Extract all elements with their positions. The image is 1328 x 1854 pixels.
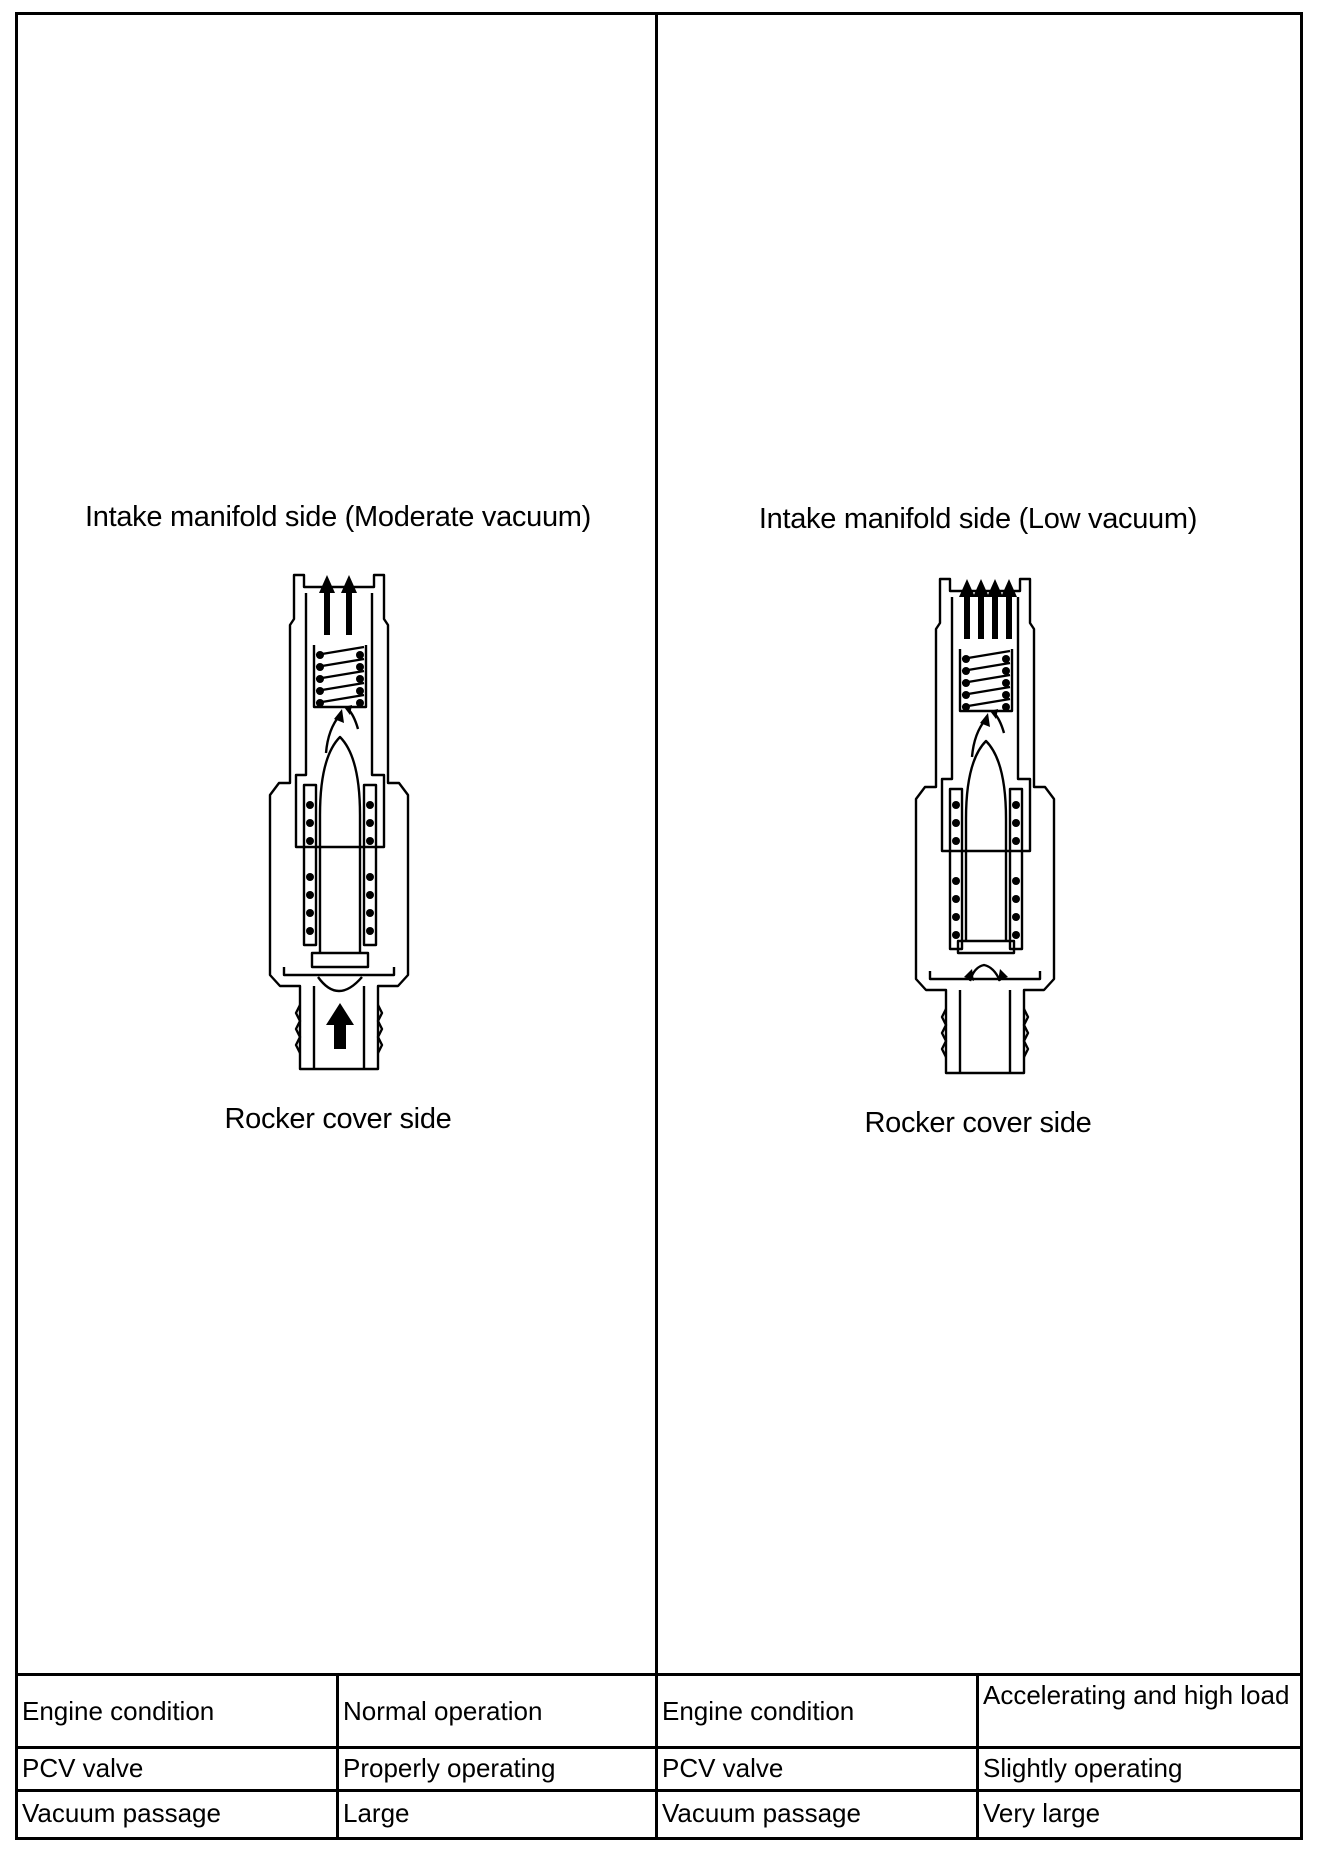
panel-low-vacuum [658,15,1298,1673]
pcv-valve-moderate-diagram [18,15,658,1673]
table-row-0-left-key: Engine condition [22,1696,215,1726]
table-row-1-right-key: PCV valve [662,1753,784,1783]
table-row-border [15,1789,1303,1792]
table-row-border [15,1746,1303,1749]
table-row-2-right-value: Very large [983,1798,1101,1828]
table-row-0-left-value: Normal operation [343,1696,543,1726]
rocker-cover-label: Rocker cover side [864,1107,1092,1139]
table-row-0-right-value: Accelerating and high load [983,1680,1290,1710]
rocker-cover-label: Rocker cover side [224,1103,452,1135]
table-top-border [15,1673,1303,1676]
table-row-2-left-key: Vacuum passage [22,1798,221,1828]
table-row-0-right-key: Engine condition [662,1696,855,1726]
table-row-1-right-value: Slightly operating [983,1753,1183,1783]
table-row-2-right-key: Vacuum passage [662,1798,861,1828]
intake-manifold-label: Intake manifold side (Moderate vacuum) [84,501,591,533]
intake-manifold-label: Intake manifold side (Low vacuum) [758,503,1198,535]
table-row-2-left-value: Large [343,1798,410,1828]
panel-moderate-vacuum [18,15,658,1673]
pcv-valve-low-diagram [658,15,1298,1673]
table-row-1-left-value: Properly operating [343,1753,556,1783]
table-row-1-left-key: PCV valve [22,1753,144,1783]
